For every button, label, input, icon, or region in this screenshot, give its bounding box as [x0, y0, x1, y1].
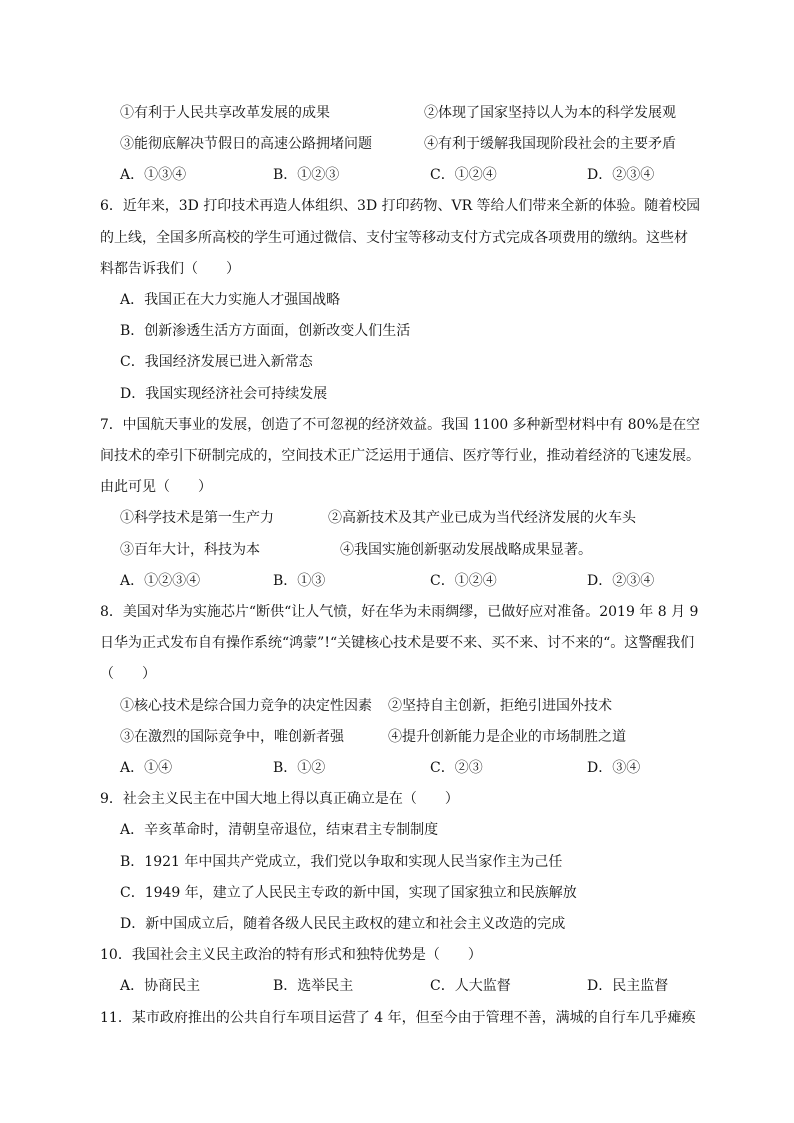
q10-choice-b: B．选举民主 — [273, 978, 354, 994]
q9-choice-d: D．新中国成立后，随着各级人民民主政权的建立和社会主义改造的完成 — [120, 916, 566, 932]
q5-option-2: ②体现了国家坚持以人为本的科学发展观 — [424, 105, 676, 121]
q9-choice-c: C．1949 年，建立了人民民主专政的新中国，实现了国家独立和民族解放 — [120, 885, 577, 901]
q6-choice-a: A．我国正在大力实施人才强国战略 — [120, 292, 341, 308]
q9-choice-b: B．1921 年中国共产党成立，我们党以争取和实现人民当家作主为己任 — [120, 854, 563, 870]
q6-stem-line-3: 料都告诉我们（ ） — [100, 261, 240, 277]
q7-choice-a: A．①②③④ — [120, 573, 201, 589]
q8-stem-line-1: 8．美国对华为实施芯片“断供“让人气愤，好在华为未雨绸缪，已做好应对准备。2019 年 8 月 9 — [100, 604, 699, 620]
q8-option-4: ④提升创新能力是企业的市场制胜之道 — [388, 729, 626, 745]
q5-choice-d: D．②③④ — [587, 167, 655, 183]
q9-choice-a: A．辛亥革命时，清朝皇帝退位，结束君主专制制度 — [120, 822, 439, 838]
q5-option-1: ①有利于人民共享改革发展的成果 — [120, 105, 330, 121]
q8-stem-line-2: 日华为正式发布自有操作系统“鸿蒙”!“关键核心技术是要不来、买不来、讨不来的“。这警醒我们 — [100, 635, 695, 651]
q9-stem: 9．社会主义民主在中国大地上得以真正确立是在（ ） — [100, 791, 459, 807]
q8-option-1: ①核心技术是综合国力竞争的决定性因素 — [120, 698, 372, 714]
q7-option-4: ④我国实施创新驱动发展战略成果显著。 — [340, 542, 592, 558]
q6-stem-line-2: 的上线，全国多所高校的学生可通过微信、支付宝等移动支付方式完成各项费用的缴纳。这些材 — [100, 230, 688, 246]
q7-stem-line-1: 7．中国航天事业的发展，创造了不可忽视的经济效益。我国 1100 多种新型材料中有 80%是在空 — [100, 417, 701, 433]
q5-choice-b: B．①②③ — [273, 167, 340, 183]
q10-choice-c: C．人大监督 — [430, 978, 511, 994]
q5-choice-c: C．①②④ — [430, 167, 497, 183]
q8-stem-line-3: （ ） — [100, 666, 156, 682]
q8-choice-b: B．①② — [273, 760, 326, 776]
q10-choice-a: A．协商民主 — [120, 978, 201, 994]
q8-option-2: ②坚持自主创新，拒绝引进国外技术 — [388, 698, 612, 714]
q8-choice-d: D．③④ — [587, 760, 641, 776]
q6-choice-c: C．我国经济发展已进入新常态 — [120, 354, 313, 370]
q11-stem: 11．某市政府推出的公共自行车项目运营了 4 年，但至今由于管理不善，满城的自行车几乎瘫痪 — [100, 1010, 696, 1026]
q7-stem-line-2: 间技术的牵引下研制完成的，空间技术正广泛运用于通信、医疗等行业，推动着经济的飞速发展。 — [100, 448, 701, 464]
q5-option-3: ③能彻底解决节假日的高速公路拥堵问题 — [120, 136, 372, 152]
q8-choice-a: A．①④ — [120, 760, 173, 776]
q5-choice-a: A．①③④ — [120, 167, 187, 183]
q6-choice-b: B．创新渗透生活方方面面，创新改变人们生活 — [120, 323, 411, 339]
q7-stem-line-3: 由此可见（ ） — [100, 479, 212, 495]
q6-stem-line-1: 6．近年来，3D 打印技术再造人体组织、3D 打印药物、VR 等给人们带来全新的体验。随着校园 — [100, 198, 701, 214]
q5-option-4: ④有利于缓解我国现阶段社会的主要矛盾 — [424, 136, 676, 152]
q7-choice-d: D．②③④ — [587, 573, 655, 589]
q8-choice-c: C．②③ — [430, 760, 483, 776]
q7-option-2: ②高新技术及其产业已成为当代经济发展的火车头 — [328, 510, 636, 526]
q7-choice-b: B．①③ — [273, 573, 326, 589]
q8-option-3: ③在激烈的国际竞争中，唯创新者强 — [120, 729, 344, 745]
q7-option-3: ③百年大计，科技为本 — [120, 542, 260, 558]
q10-stem: 10．我国社会主义民主政治的特有形式和独特优势是（ ） — [100, 947, 482, 963]
q10-choice-d: D．民主监督 — [587, 978, 669, 994]
q7-option-1: ①科学技术是第一生产力 — [120, 510, 274, 526]
q7-choice-c: C．①②④ — [430, 573, 497, 589]
q6-choice-d: D．我国实现经济社会可持续发展 — [120, 386, 328, 402]
